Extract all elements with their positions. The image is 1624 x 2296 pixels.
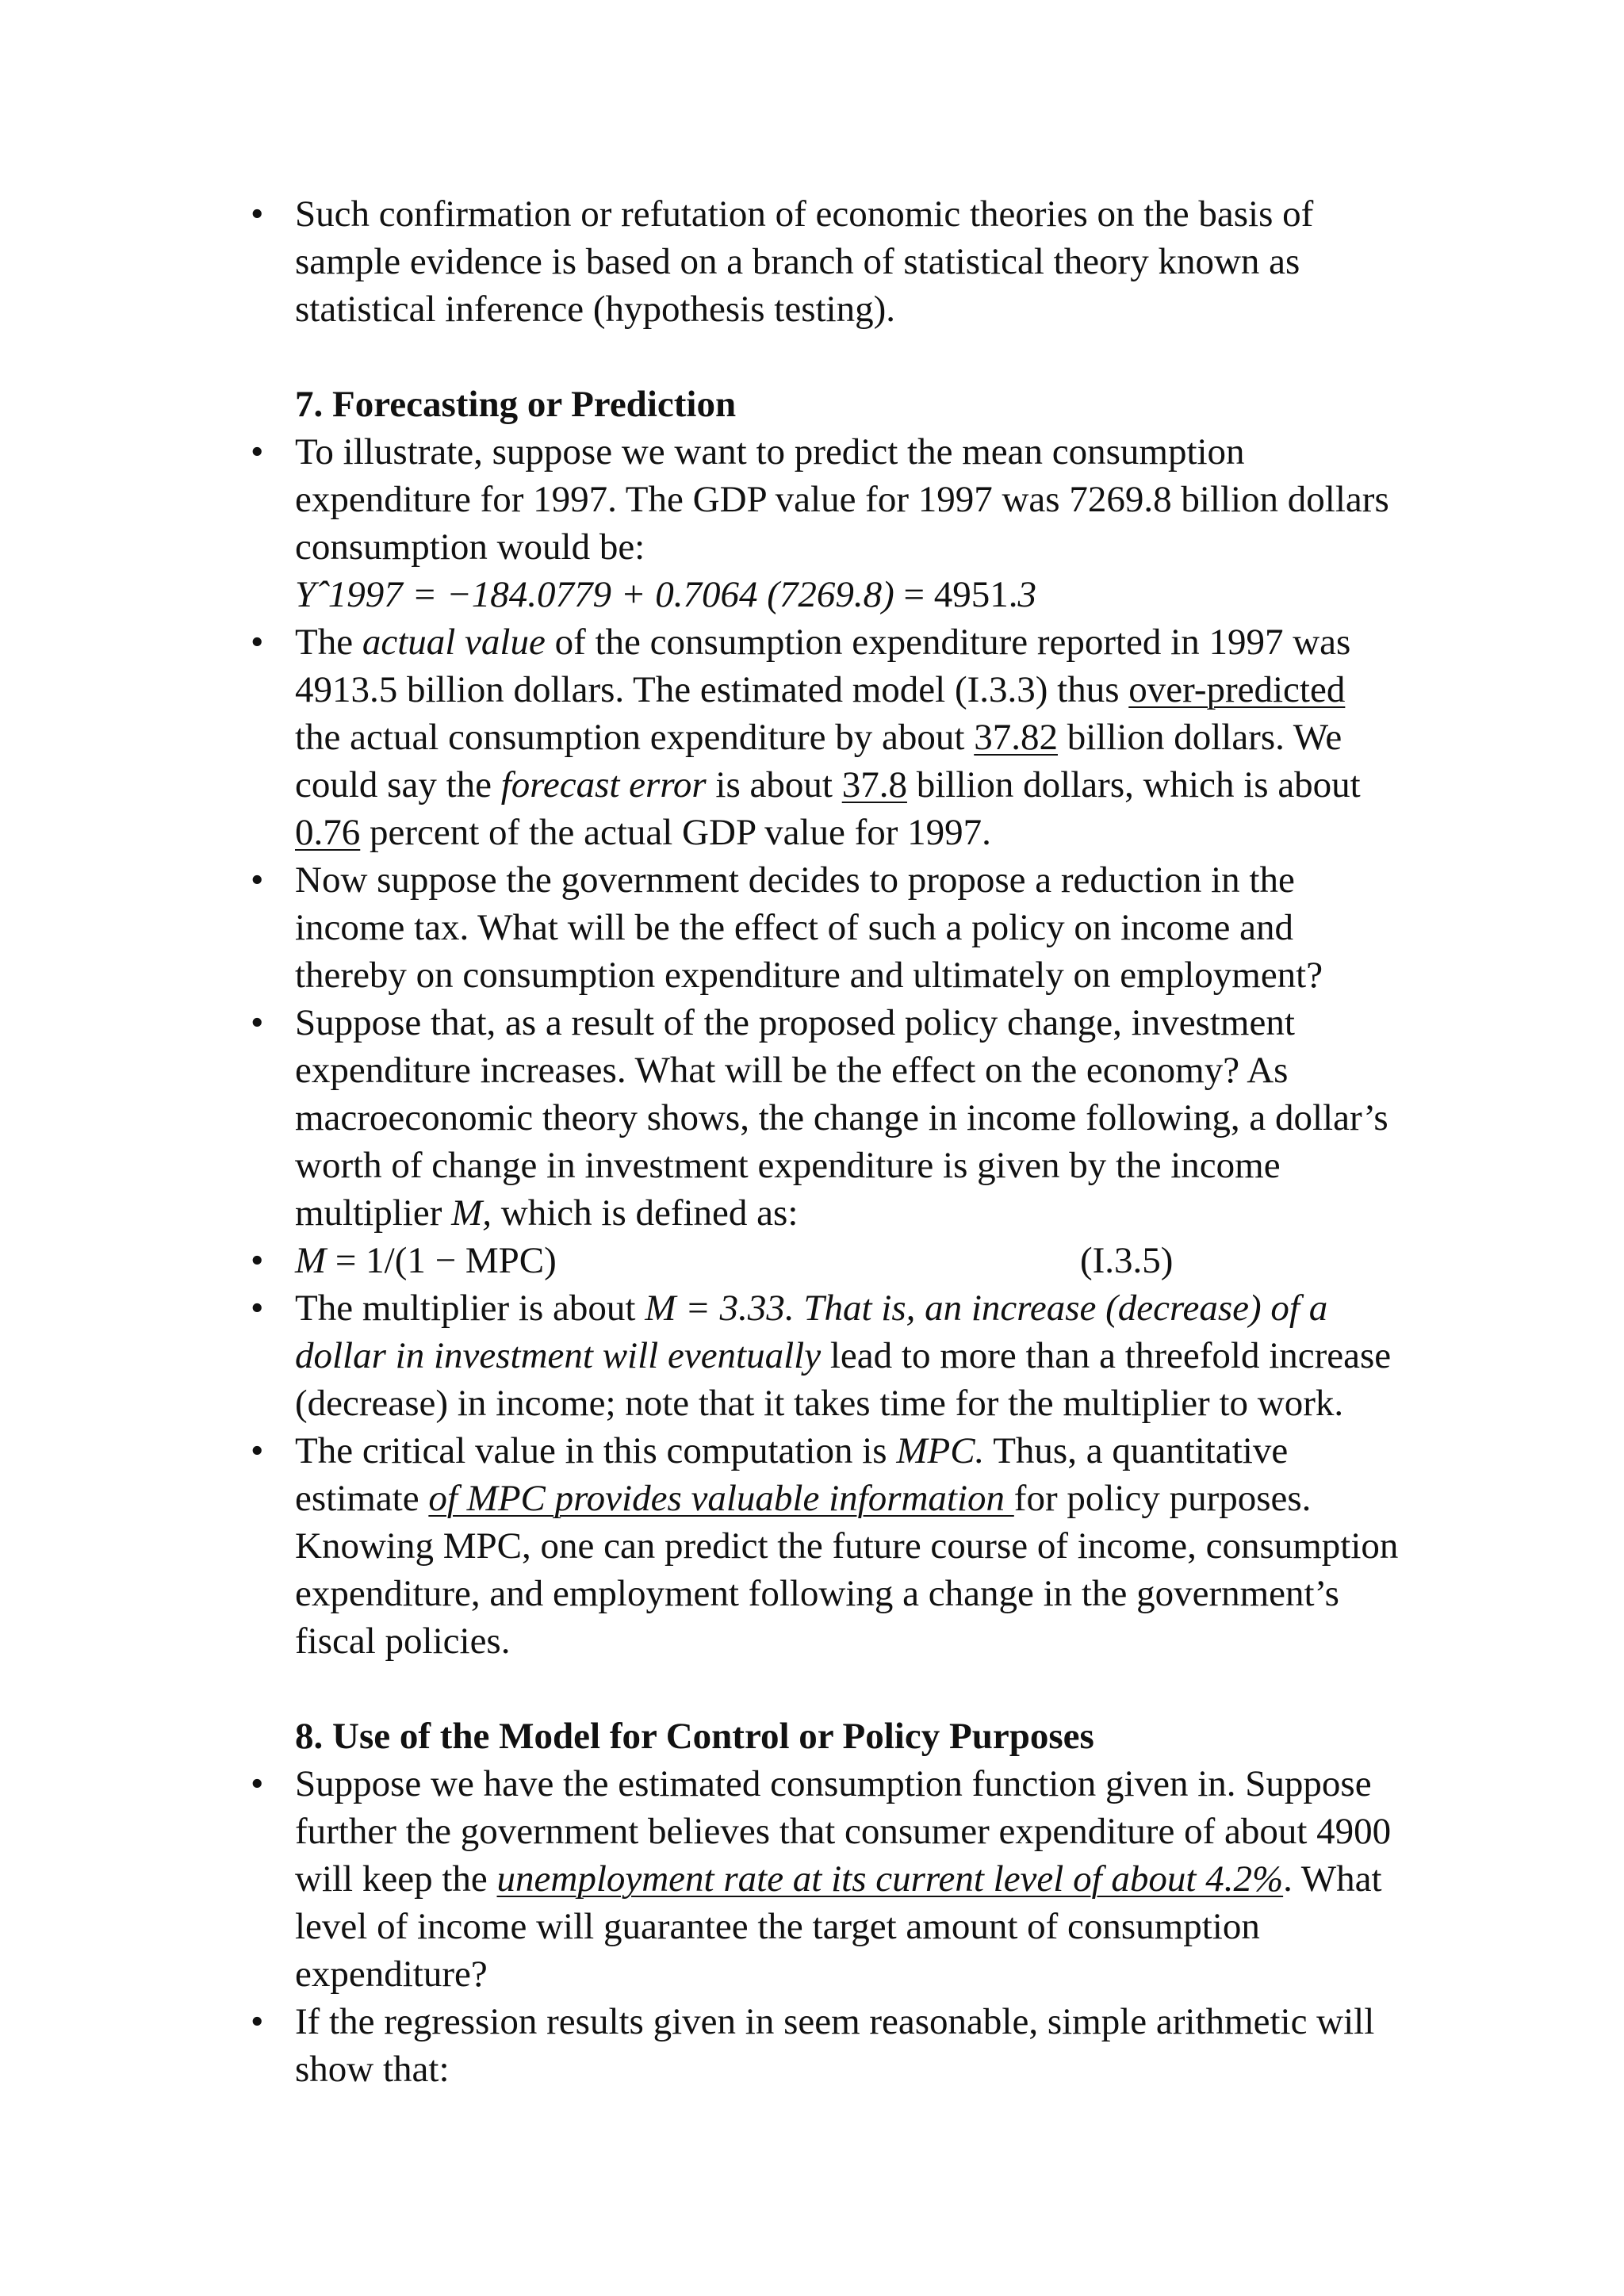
bullet-multiplier-value bbox=[251, 1284, 1461, 1427]
bullet-marker: • bbox=[251, 1288, 264, 1329]
text-line: expenditure for 1997. The GDP value for 1997 was 7269.8 billion dollars bbox=[295, 479, 1389, 520]
text-line bbox=[295, 1332, 1461, 1380]
bullet-marker: • bbox=[251, 622, 264, 663]
underlined-run: 37.82 bbox=[974, 717, 1058, 758]
text-run: The bbox=[295, 622, 362, 663]
underlined-italic-run: of MPC provides valuable information bbox=[428, 1478, 1014, 1519]
text-run: billion dollars. We bbox=[1057, 717, 1342, 758]
bullet-consumption-target bbox=[251, 1760, 1461, 1998]
text-line: (decrease) in income; note that it takes time for the multiplier to work. bbox=[295, 1383, 1344, 1424]
bullet-marker: • bbox=[251, 1430, 264, 1471]
bullet-tax-reduction bbox=[251, 856, 1461, 999]
text-line: income tax. What will be the effect of such a policy on income and bbox=[295, 907, 1294, 948]
text-run: The critical value in this computation is bbox=[295, 1430, 897, 1471]
text-run: . What bbox=[1283, 1858, 1382, 1900]
text-run: will keep the bbox=[295, 1858, 497, 1900]
text-line: level of income will guarantee the target amount of consumption bbox=[295, 1906, 1260, 1947]
text-line: If the regression results given in seem reasonable, simple arithmetic will bbox=[295, 2001, 1375, 2042]
text-line bbox=[295, 666, 1461, 714]
bullet-marker: • bbox=[251, 1002, 264, 1043]
equation-tail: 3 bbox=[1017, 574, 1037, 615]
text-line: Suppose that, as a result of the proposed policy change, investment bbox=[295, 1002, 1295, 1043]
underlined-run: 0.76 bbox=[295, 812, 361, 853]
equation-italic: Yˆ1997 = −184.0779 + 0.7064 (7269.8) bbox=[295, 574, 894, 615]
text-line: statistical inference (hypothesis testing). bbox=[295, 289, 896, 330]
text-line: sample evidence is based on a branch of statistical theory known as bbox=[295, 241, 1300, 282]
text-run: The multiplier is about bbox=[295, 1288, 645, 1329]
bullet-marker: • bbox=[251, 1240, 264, 1281]
bullet-marker: • bbox=[251, 431, 264, 473]
underlined-italic-run: unemployment rate at its current level of about 4.2% bbox=[496, 1858, 1284, 1900]
section-heading-forecasting: 7. Forecasting or Prediction bbox=[295, 384, 737, 425]
text-line bbox=[295, 1427, 1461, 1475]
text-run: for policy purposes. bbox=[1013, 1478, 1312, 1519]
text-run: billion dollars, which is about bbox=[906, 764, 1361, 806]
text-run: 4913.5 billion dollars. The estimated model (I.3.3) thus bbox=[295, 669, 1129, 710]
section-heading-control-policy: 8. Use of the Model for Control or Policy Purposes bbox=[295, 1716, 1094, 1757]
text-line: worth of change in investment expenditure is given by the income bbox=[295, 1145, 1281, 1186]
equation-italic: M bbox=[295, 1240, 327, 1281]
text-run: which is defined as: bbox=[492, 1192, 799, 1234]
italic-run: dollar in investment will eventually bbox=[295, 1335, 822, 1376]
text-run: estimate bbox=[295, 1478, 429, 1519]
text-run: could say the bbox=[295, 764, 501, 806]
text-line: expenditure, and employment following a change in the government’s bbox=[295, 1573, 1339, 1614]
text-line: macroeconomic theory shows, the change in income following, a dollar’s bbox=[295, 1097, 1388, 1138]
bullet-investment-multiplier bbox=[251, 999, 1461, 1237]
text-line: Now suppose the government decides to propose a reduction in the bbox=[295, 859, 1295, 901]
text-run: the actual consumption expenditure by about bbox=[295, 717, 975, 758]
text-line: further the government believes that consumer expenditure of about 4900 bbox=[295, 1811, 1392, 1852]
italic-run: M = 3.33. That is, an increase (decrease) of a bbox=[645, 1288, 1328, 1329]
text-line: Suppose we have the estimated consumption function given in. Suppose bbox=[295, 1763, 1372, 1804]
text-line: Knowing MPC, one can predict the future course of income, consumption bbox=[295, 1525, 1399, 1567]
text-line: thereby on consumption expenditure and ultimately on employment? bbox=[295, 955, 1323, 996]
bullet-regression-arithmetic bbox=[251, 1998, 1461, 2093]
text-run: percent of the actual GDP value for 1997. bbox=[360, 812, 991, 853]
text-line bbox=[295, 761, 1461, 809]
italic-run: MPC. bbox=[896, 1430, 985, 1471]
bullet-marker: • bbox=[251, 2001, 264, 2042]
equation-number: (I.3.5) bbox=[1080, 1240, 1174, 1281]
text-line: fiscal policies. bbox=[295, 1621, 511, 1662]
text-run: multiplier bbox=[295, 1192, 452, 1234]
equation-equals: = bbox=[894, 574, 934, 615]
italic-run: M, bbox=[451, 1192, 492, 1234]
text-line bbox=[295, 1855, 1461, 1903]
text-line bbox=[295, 1475, 1461, 1522]
equation-rest: = 1/(1 − MPC) bbox=[326, 1240, 557, 1281]
bullet-forecast-illustration bbox=[251, 428, 1461, 618]
multiplier-equation bbox=[295, 1237, 1461, 1284]
bullet-critical-mpc bbox=[251, 1427, 1461, 1665]
text-line bbox=[295, 809, 1461, 856]
text-line bbox=[295, 714, 1461, 761]
text-run: Thus, a quantitative bbox=[984, 1430, 1289, 1471]
text-line bbox=[295, 1189, 1461, 1237]
italic-run: forecast error bbox=[500, 764, 707, 806]
page-content bbox=[251, 190, 1461, 2093]
text-line: Such confirmation or refutation of economic theories on the basis of bbox=[295, 193, 1314, 235]
bullet-multiplier-equation bbox=[251, 1237, 1461, 1284]
bullet-actual-value bbox=[251, 618, 1461, 856]
bullet-marker: • bbox=[251, 1763, 264, 1804]
text-run: lead to more than a threefold increase bbox=[821, 1335, 1392, 1376]
text-line: expenditure? bbox=[295, 1954, 488, 1995]
text-line: To illustrate, suppose we want to predict the mean consumption bbox=[295, 431, 1245, 473]
text-line: consumption would be: bbox=[295, 526, 645, 568]
text-line: show that: bbox=[295, 2049, 450, 2090]
forecast-equation bbox=[295, 571, 1461, 618]
text-run: is about bbox=[706, 764, 842, 806]
text-line bbox=[295, 1284, 1461, 1332]
text-run: of the consumption expenditure reported in 1997 was bbox=[545, 622, 1351, 663]
underlined-run: over-predicted bbox=[1128, 669, 1346, 710]
equation-value: 4951. bbox=[933, 574, 1018, 615]
text-line bbox=[295, 618, 1461, 666]
italic-run: actual value bbox=[362, 622, 546, 663]
bullet-marker: • bbox=[251, 859, 264, 901]
bullet-statistical-inference bbox=[251, 190, 1461, 333]
text-line: expenditure increases. What will be the effect on the economy? As bbox=[295, 1050, 1289, 1091]
bullet-marker: • bbox=[251, 193, 264, 235]
underlined-run: 37.8 bbox=[841, 764, 907, 806]
